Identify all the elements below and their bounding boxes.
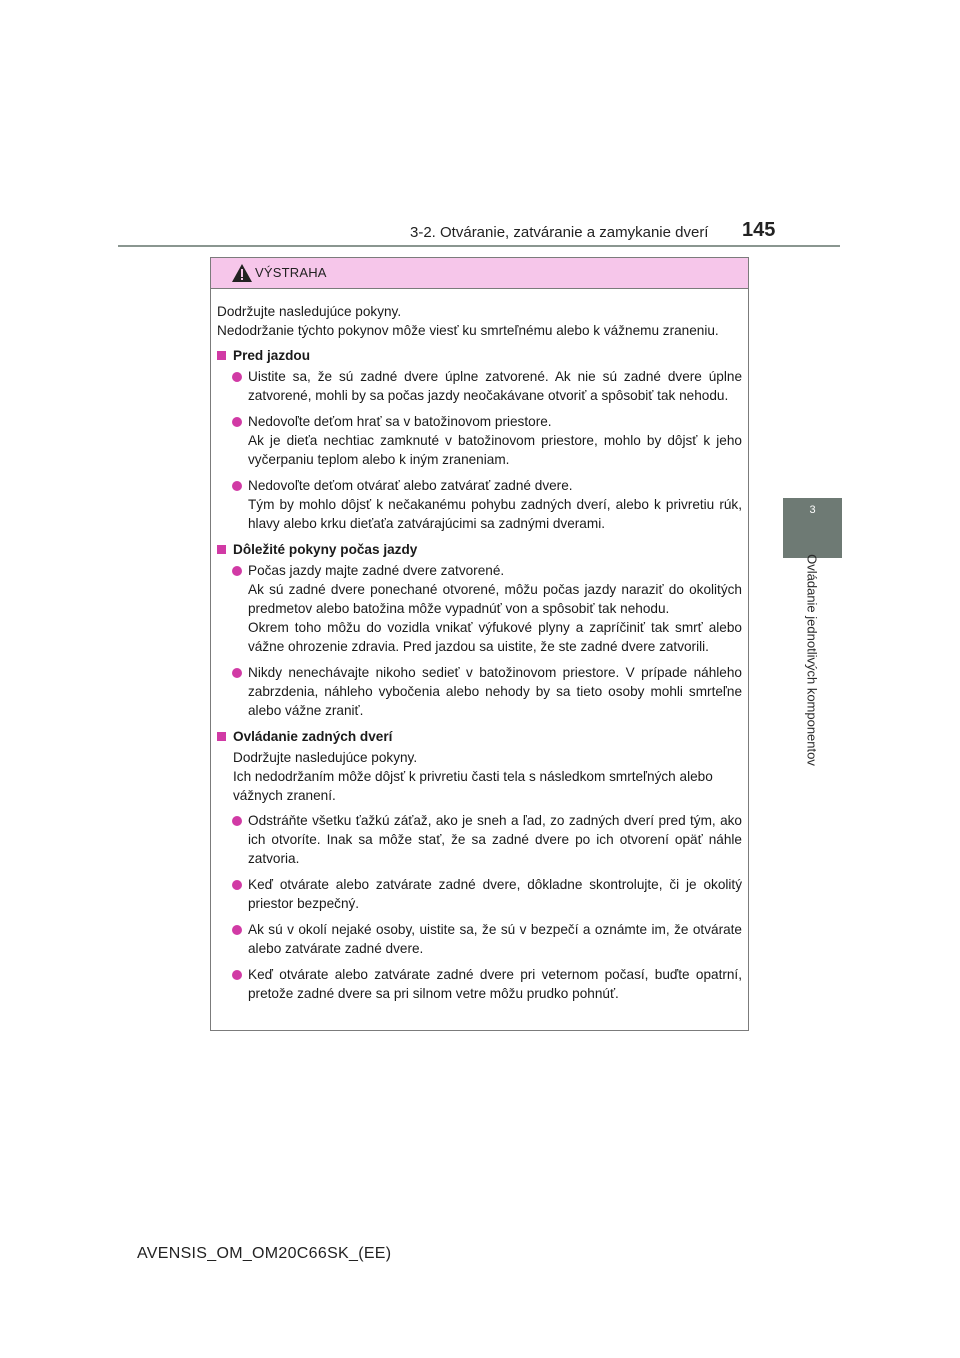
chapter-label: Ovládanie jednotlivých komponentov [804,554,820,766]
list-item [217,663,742,720]
list-item [217,476,742,533]
section-heading-text: Dôležité pokyny počas jazdy [233,542,418,557]
bullet-text: Nikdy nenechávajte nikoho sedieť v batožinovom priestore. V prípade náhleho zabrzdenia, náhleho vybočenia alebo nehody by sa tieto osoby mohli smrteľne alebo vážne zraniť. [248,665,742,718]
bullet-text: Tým by mohlo dôjsť k nečakanému pohybu zadných dverí, alebo k privretiu rúk, hlavy alebo krku dieťaťa zatvárajúcimi sa zadnými dverami. [248,497,742,531]
bullet-text: Ak sú zadné dvere ponechané otvorené, môžu počas jazdy naraziť do okolitých predmetov alebo batožina môže vypadnúť von a spôsobiť tak nehodu. [248,582,742,616]
warning-body [211,289,748,1003]
section-heading-text: Pred jazdou [233,348,311,363]
bullet-text: Uistite sa, že sú zadné dvere úplne zatvorené. Ak nie sú zadné dvere úplne zatvorené, mohli by sa počas jazdy neočakávane otvoriť a spôsobiť tak nehodu. [248,369,742,403]
section-plain-text [217,748,742,805]
round-bullet-icon [232,925,242,935]
round-bullet-icon [232,816,242,826]
plain-line: Dodržujte nasledujúce pokyny. [233,750,418,765]
bullet-text: Keď otvárate alebo zatvárate zadné dvere pri veternom počasí, buďte opatrní, pretože zadné dvere sa pri silnom vetre môžu prudko pohnúť. [248,967,742,1001]
list-item [217,875,742,913]
section-heading [217,346,742,365]
section-heading-text: Ovládanie zadných dverí [233,729,393,744]
round-bullet-icon [232,668,242,678]
chapter-tab[interactable] [783,498,842,558]
bullet-text: Nedovoľte deťom hrať sa v batožinovom priestore. [248,414,552,429]
section-title: 3-2. Otváranie, zatváranie a zamykanie dverí [410,224,709,241]
square-bullet-icon [217,351,226,360]
warning-header [211,258,748,289]
section-dolezite-pokyny [217,540,742,720]
round-bullet-icon [232,970,242,980]
round-bullet-icon [232,880,242,890]
list-item [217,561,742,656]
intro-line: Dodržujte nasledujúce pokyny. [217,304,402,319]
warning-intro [217,302,742,340]
bullet-text: Nedovoľte deťom otvárať alebo zatvárať zadné dvere. [248,478,573,493]
list-item [217,965,742,1003]
warning-box [210,257,749,1031]
list-item [217,811,742,868]
section-heading [217,727,742,746]
bullet-text: Ak sú v okolí nejaké osoby, uistite sa, že sú v bezpečí a oznámte im, že otvárate alebo zatvárate zadné dvere. [248,922,742,956]
list-item [217,920,742,958]
round-bullet-icon [232,417,242,427]
list-item [217,367,742,405]
bullet-text: Ak je dieťa nechtiac zamknuté v batožinovom priestore, mohlo by dôjsť k jeho vyčerpaniu teplom alebo k iným zraneniam. [248,433,742,467]
bullet-text: Počas jazdy majte zadné dvere zatvorené. [248,563,505,578]
round-bullet-icon [232,481,242,491]
round-bullet-icon [232,566,242,576]
warning-triangle-icon [231,263,253,283]
chapter-number: 3 [809,504,816,516]
bullet-text: Okrem toho môžu do vozidla vnikať výfukové plyny a zapríčiniť tak smrť alebo vážne ohrozenie zdravia. Pred jazdou sa uistite, že ste zadné dvere zatvorili. [248,620,742,654]
square-bullet-icon [217,732,226,741]
plain-line: Ich nedodržaním môže dôjsť k privretiu časti tela s následkom smrteľných alebo vážnych zranení. [233,769,713,803]
intro-line: Nedodržanie týchto pokynov môže viesť ku smrteľnému alebo k vážnemu zraneniu. [217,323,719,338]
section-heading [217,540,742,559]
section-ovladanie-zadnych-dveri [217,727,742,1003]
bullet-text: Odstráňte všetku ťažkú záťaž, ako je sneh a ľad, zo zadných dverí pred tým, ako ich otvoríte. Inak sa môže stať, že sa zadné dvere po ich otvorení opäť náhle zatvoria. [248,813,742,866]
page-number: 145 [742,219,776,241]
list-item [217,412,742,469]
round-bullet-icon [232,372,242,382]
header-rule [118,245,840,247]
square-bullet-icon [217,545,226,554]
warning-title: VÝSTRAHA [255,265,327,280]
bullet-text: Keď otvárate alebo zatvárate zadné dvere, dôkladne skontrolujte, či je okolitý priestor bezpečný. [248,877,742,911]
document-code: AVENSIS_OM_OM20C66SK_(EE) [137,1245,392,1262]
section-pred-jazdou [217,346,742,533]
